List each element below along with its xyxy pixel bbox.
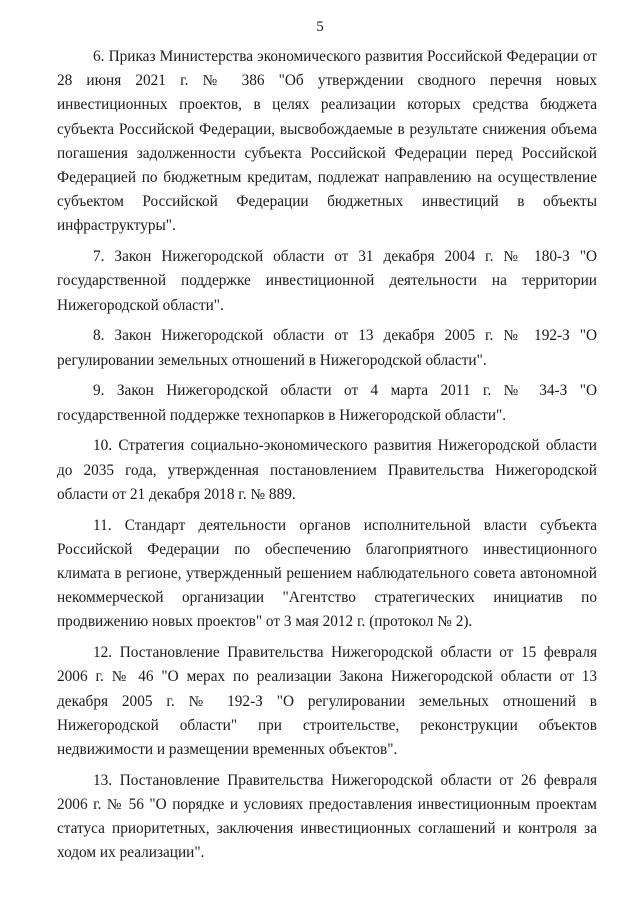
- document-body: [57, 45, 597, 872]
- list-item-12: 12. Постановление Правительства Нижегородской области от 15 февраля 2006 г. № 46 "О мерах по реализации Закона Нижегородской области от 13 декабря 2005 г. № 192-З "О регулировании земельных отношений в Нижегородской области" при строительстве, реконструкции объектов недвижимости и размещении временных объектов".: [57, 644, 597, 759]
- list-item-13: 13. Постановление Правительства Нижегородской области от 26 февраля 2006 г. № 56 "О порядке и условиях предоставления инвестиционным проектам статуса приоритетных, заключения инвестиционных соглашений и контроля за ходом их реализации".: [57, 771, 597, 862]
- page-number: 5: [316, 19, 324, 35]
- list-item-10: 10. Стратегия социально-экономического развития Нижегородской области до 2035 года, утвержденная постановлением Правительства Нижегородской области от 21 декабря 2018 г. № 889.: [57, 437, 597, 503]
- list-item-11: 11. Стандарт деятельности органов исполнительной власти субъекта Российской Федерации по обеспечению благоприятного инвестиционного климата в регионе, утвержденный решением наблюдательного совета автономной некоммерческой организации "Агентство стратегических инициатив по продвижению новых проектов" от 3 мая 2012 г. (протокол № 2).: [57, 516, 597, 631]
- list-item-7: 7. Закон Нижегородской области от 31 декабря 2004 г. № 180-З "О государственной поддержке инвестиционной деятельности на территории Нижегородской области".: [57, 248, 597, 314]
- list-item-9: 9. Закон Нижегородской области от 4 марта 2011 г. № 34-З "О государственной поддержке технопарков в Нижегородской области".: [57, 382, 597, 424]
- list-item-6: 6. Приказ Министерства экономического развития Российской Федерации от 28 июня 2021 г. № 386 "Об утверждении сводного перечня новых инвестиционных проектов, в целях реализации которых средства бюджета субъекта Российской Федерации, высвобождаемые в результате снижения объема погашения задолженности субъекта Российской Федерации перед Российской Федерацией по бюджетным кредитам, подлежат направлению на осуществление субъектом Российской Федерации бюджетных инвестиций в объекты инфраструктуры".: [57, 48, 597, 235]
- list-item-8: 8. Закон Нижегородской области от 13 декабря 2005 г. № 192-З "О регулировании земельных отношений в Нижегородской области".: [57, 327, 597, 369]
